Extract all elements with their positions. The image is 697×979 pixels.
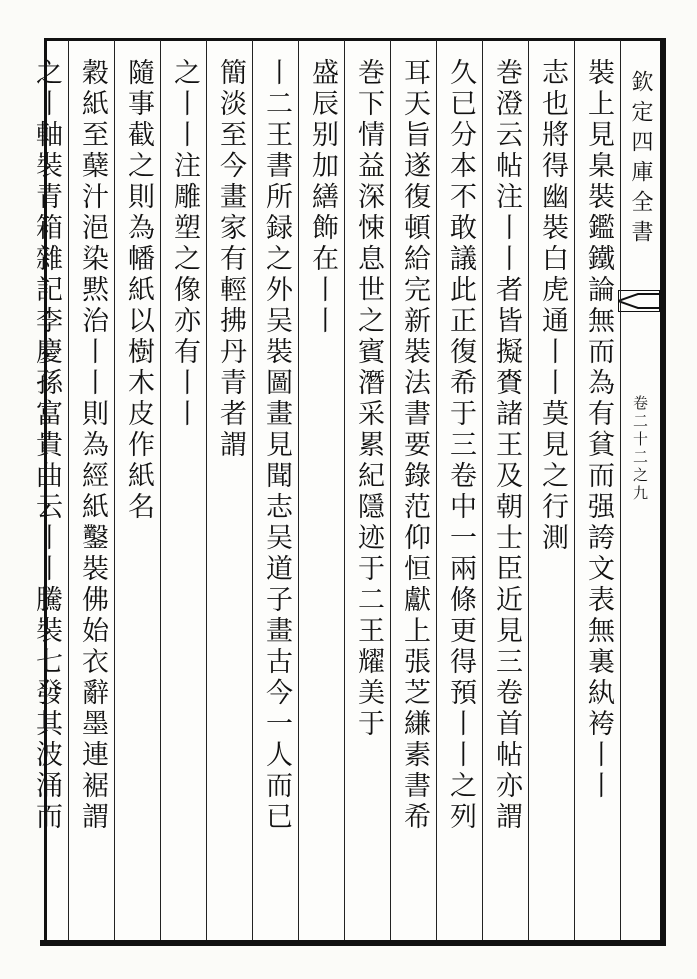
column-text: 隨事截之則為幡紙以樹木皮作紙名 <box>123 58 154 523</box>
text-column-5 <box>392 58 439 930</box>
text-column-7 <box>300 58 347 930</box>
margin-juan-label: 卷二十二之九 <box>631 395 649 503</box>
margin-book-title: 欽定四庫全書 <box>628 70 653 250</box>
column-text: 志也將得幽裝白虎通丨丨莫見之行測 <box>537 58 568 554</box>
column-text: 之丨丨注雕塑之像亦有丨丨 <box>169 58 200 430</box>
column-text: 巻澄云帖注丨丨者皆擬賚諸王及朝士臣近見三卷首帖亦謂 <box>491 58 522 833</box>
column-text: 盛辰别加繕飾在丨丨 <box>307 58 338 337</box>
text-column-9 <box>208 58 255 930</box>
border-rule-right <box>660 38 664 946</box>
text-column-11 <box>116 58 163 930</box>
column-text: 耳天旨遂復頓給完新裝法書要錄范仰恒獻上張芝縑素書希 <box>399 58 430 833</box>
column-text: 之丨軸裝青箱雜記李慶孫富貴曲云丨丨騰裝七發其波涌而 <box>31 58 62 833</box>
column-text: 丨二王書所録之外吴裝圖畫見聞志吴道子畫古今一人而已 <box>261 58 292 833</box>
text-column-6 <box>346 58 393 930</box>
text-column-4 <box>438 58 485 930</box>
fish-tail-mark <box>618 290 660 312</box>
column-text: 穀紙至蘖汁浥染黙治丨丨則為經紙鑿裝佛始衣辭墨連裾謂 <box>77 58 108 833</box>
column-rule <box>68 40 69 940</box>
text-column-12 <box>70 58 117 930</box>
text-column-13 <box>24 58 68 930</box>
text-column-2 <box>530 58 577 930</box>
column-text: 裝上見臬裝鑑鐵論無而為有貧而强誇文表無裏紈袴丨丨 <box>583 58 614 802</box>
column-text: 巻下情益深悚息世之賓潛采累紀隱迹于二王耀美于 <box>353 58 384 740</box>
column-text: 簡淡至今畫家有輕拂丹青者謂 <box>215 58 246 461</box>
column-text: 久已分本不敢議此正復希于三卷中一兩條更得預丨丨之列 <box>445 58 476 833</box>
text-column-8 <box>254 58 301 930</box>
text-column-10 <box>162 58 209 930</box>
border-rule-bottom <box>40 940 664 946</box>
text-column-3 <box>484 58 531 930</box>
text-column-1 <box>576 58 623 930</box>
